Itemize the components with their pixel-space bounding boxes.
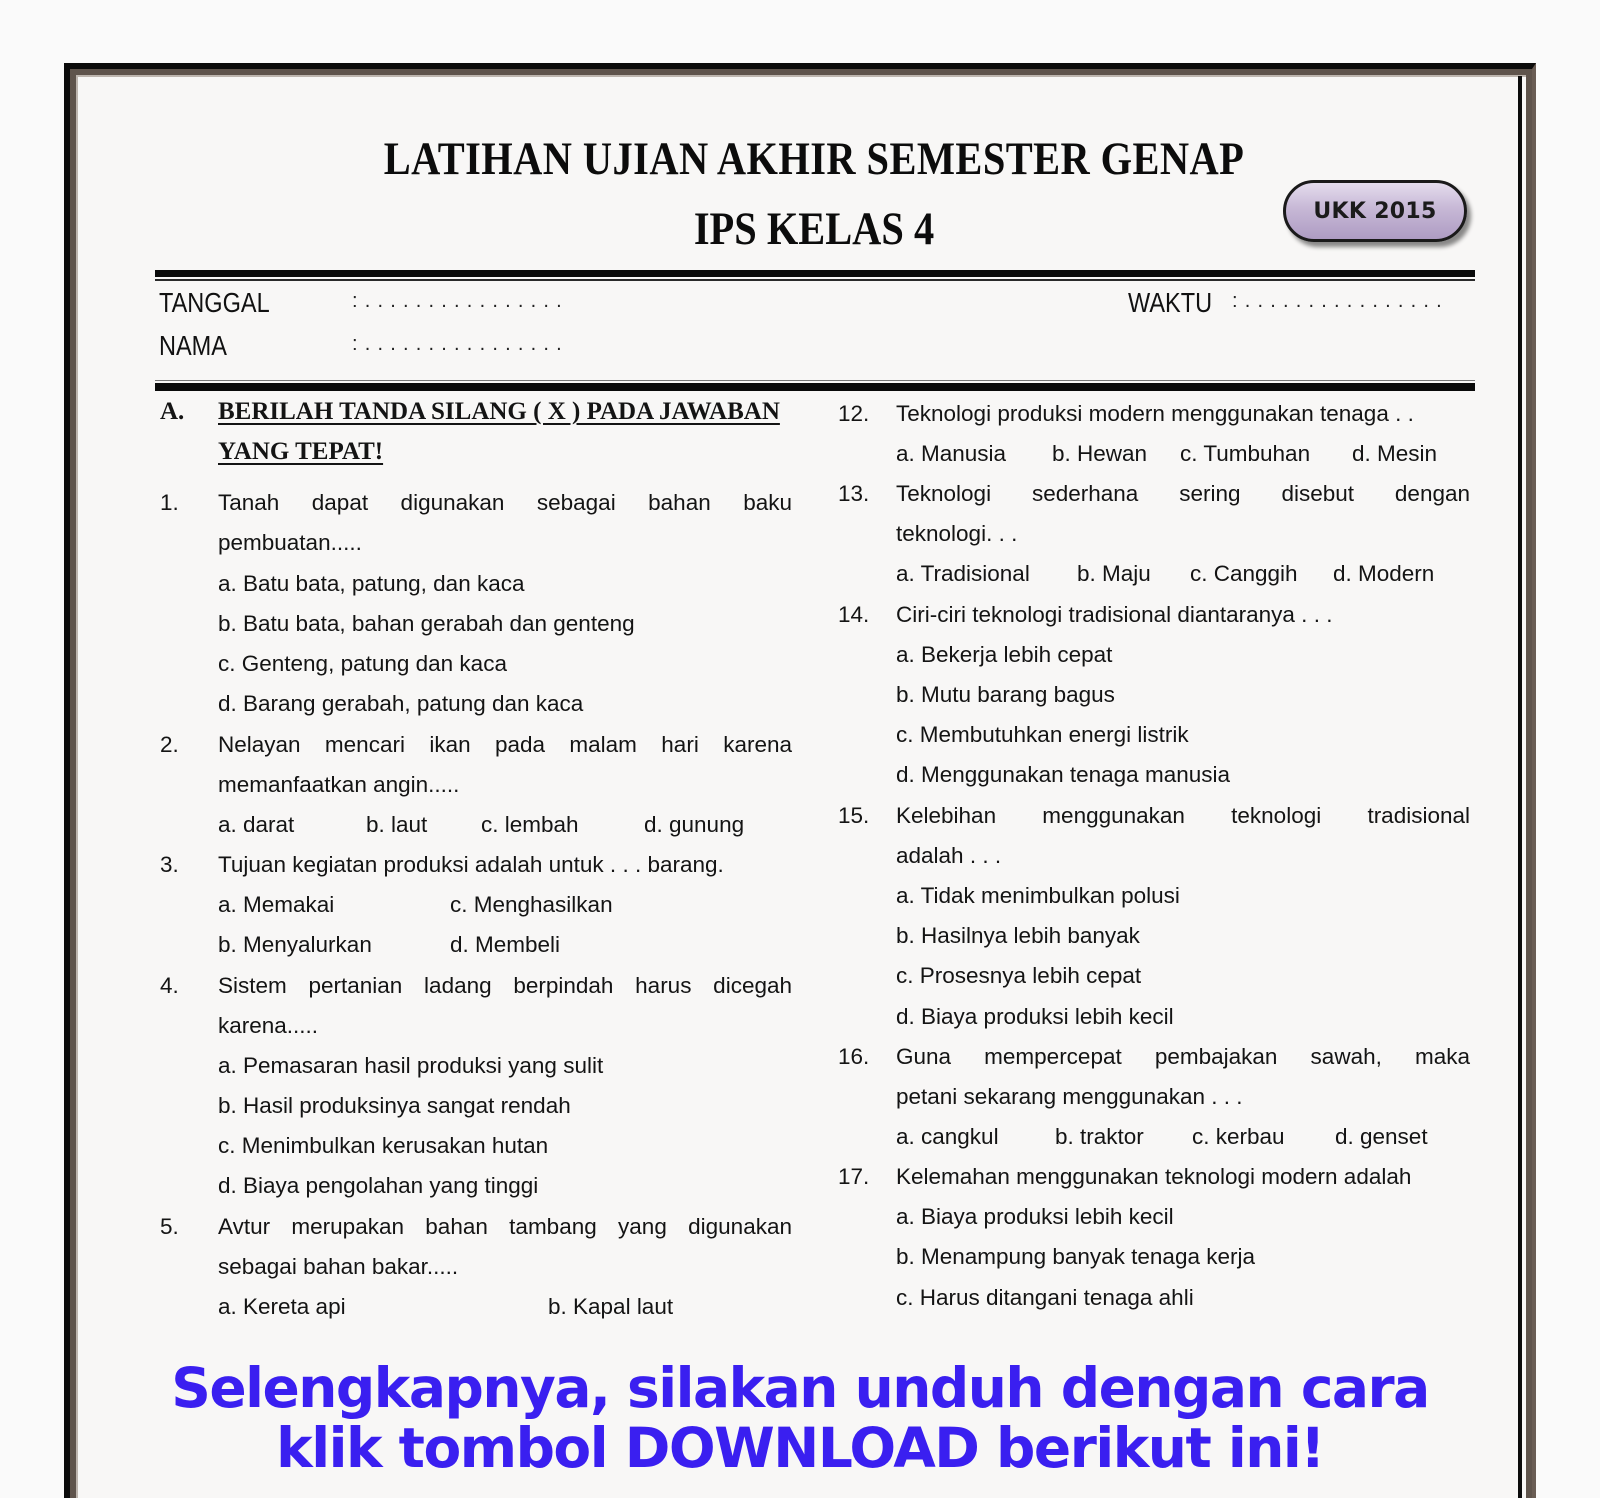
option-a[interactable]: a. Bekerja lebih cepat [896,642,1113,667]
question-number: 1. [160,490,179,515]
option-b[interactable]: b. traktor [1055,1124,1144,1149]
page-subtitle: IPS KELAS 4 [693,203,935,255]
question-text: Kelebihan menggunakan teknologi tradisional [896,803,1470,828]
option-b[interactable]: b. Maju [1077,561,1151,586]
option-a[interactable]: a. Tradisional [896,561,1030,586]
tanggal-field[interactable]: :................ [352,290,569,312]
question-text: Ciri-ciri teknologi tradisional diantaranya . . . [896,602,1333,627]
option-b[interactable]: b. Hasil produksinya sangat rendah [218,1093,571,1118]
divider-bottom-thin [155,380,1475,381]
option-b[interactable]: b. Mutu barang bagus [896,682,1115,707]
download-promo-line2[interactable]: klik tombol DOWNLOAD berikut ini! [276,1416,1324,1480]
ukk-badge: UKK 2015 [1283,180,1467,242]
question-number: 14. [838,602,870,627]
option-c[interactable]: c. Tumbuhan [1180,441,1311,466]
option-b[interactable]: b. Menyalurkan [218,932,372,957]
option-c[interactable]: c. kerbau [1192,1124,1285,1149]
option-c[interactable]: c. Menimbulkan kerusakan hutan [218,1133,549,1158]
question-text-cont: memanfaatkan angin..... [218,772,460,797]
question-text-cont: sebagai bahan bakar..... [218,1254,459,1279]
tanggal-label: TANGGAL [159,287,270,318]
question-text: Sistem pertanian ladang berpindah harus dicegah [218,973,792,998]
question-text-cont: adalah . . . [896,843,1002,868]
question-number: 3. [160,852,179,877]
option-b[interactable]: b. Kapal laut [548,1294,674,1319]
question-text-cont: karena..... [218,1013,319,1038]
question-number: 13. [838,481,870,506]
nama-label: NAMA [159,330,227,361]
question-text: Teknologi produksi modern menggunakan tenaga . . [896,401,1414,426]
option-c[interactable]: c. Genteng, patung dan kaca [218,651,507,676]
question-number: 16. [838,1044,870,1069]
option-d[interactable]: d. Mesin [1352,441,1438,466]
option-a[interactable]: a. Pemasaran hasil produksi yang sulit [218,1053,604,1078]
question-number: 15. [838,803,870,828]
question-number: 4. [160,973,179,998]
option-d[interactable]: d. genset [1335,1124,1428,1149]
page-title: LATIHAN UJIAN AKHIR SEMESTER GENAP [383,133,1245,185]
question-text: Avtur merupakan bahan tambang yang digunakan [218,1214,792,1239]
question-number: 2. [160,732,179,757]
option-d[interactable]: d. Modern [1333,561,1435,586]
option-a[interactable]: a. Tidak menimbulkan polusi [896,883,1180,908]
question-number: 17. [838,1164,870,1189]
option-a[interactable]: a. Memakai [218,892,335,917]
option-b[interactable]: b. Batu bata, bahan gerabah dan genteng [218,611,635,636]
section-letter: A. [160,398,185,425]
question-text: Teknologi sederhana sering disebut dengan [896,481,1470,506]
option-a[interactable]: a. Kereta api [218,1294,346,1319]
question-number: 5. [160,1214,179,1239]
frame-edge [1518,76,1522,1498]
question-text: Guna mempercepat pembajakan sawah, maka [896,1044,1470,1069]
waktu-label: WAKTU [1128,287,1213,318]
option-d[interactable]: d. Biaya produksi lebih kecil [896,1004,1174,1029]
question-text: Nelayan mencari ikan pada malam hari karena [218,732,792,757]
option-a[interactable]: a. Batu bata, patung, dan kaca [218,571,525,596]
question-text-cont: petani sekarang menggunakan . . . [896,1084,1243,1109]
option-a[interactable]: a. darat [218,812,295,837]
option-d[interactable]: d. Biaya pengolahan yang tinggi [218,1173,539,1198]
option-b[interactable]: b. Hewan [1052,441,1148,466]
option-d[interactable]: d. Menggunakan tenaga manusia [896,762,1230,787]
option-c[interactable]: c. Prosesnya lebih cepat [896,963,1142,988]
option-c[interactable]: c. lembah [481,812,579,837]
option-c[interactable]: c. Canggih [1190,561,1298,586]
option-a[interactable]: a. Biaya produksi lebih kecil [896,1204,1174,1229]
option-c[interactable]: c. Harus ditangani tenaga ahli [896,1285,1194,1310]
option-c[interactable]: c. Membutuhkan energi listrik [896,722,1189,747]
section-instruction-2: YANG TEPAT! [218,438,384,465]
divider-top-thin [155,279,1475,281]
divider-top [155,270,1475,277]
option-d[interactable]: d. gunung [644,812,745,837]
question-text: Tujuan kegiatan produksi adalah untuk . . . barang. [218,852,724,877]
question-text-cont: pembuatan..... [218,530,362,555]
option-a[interactable]: a. Manusia [896,441,1007,466]
option-b[interactable]: b. Hasilnya lebih banyak [896,923,1140,948]
option-d[interactable]: d. Membeli [450,932,561,957]
option-c[interactable]: c. Menghasilkan [450,892,613,917]
question-number: 12. [838,401,870,426]
question-text: Tanah dapat digunakan sebagai bahan baku [218,490,792,515]
download-promo-line1: Selengkapnya, silakan unduh dengan cara [171,1356,1429,1420]
option-a[interactable]: a. cangkul [896,1124,999,1149]
section-instruction: BERILAH TANDA SILANG ( X ) PADA JAWABAN [218,398,780,425]
question-text-cont: teknologi. . . [896,521,1018,546]
question-text: Kelemahan menggunakan teknologi modern adalah [896,1164,1412,1189]
waktu-field[interactable]: :................ [1232,290,1449,312]
option-b[interactable]: b. Menampung banyak tenaga kerja [896,1244,1255,1269]
divider-bottom [155,383,1475,391]
nama-field[interactable]: :................ [352,333,569,355]
option-b[interactable]: b. laut [366,812,428,837]
option-d[interactable]: d. Barang gerabah, patung dan kaca [218,691,584,716]
